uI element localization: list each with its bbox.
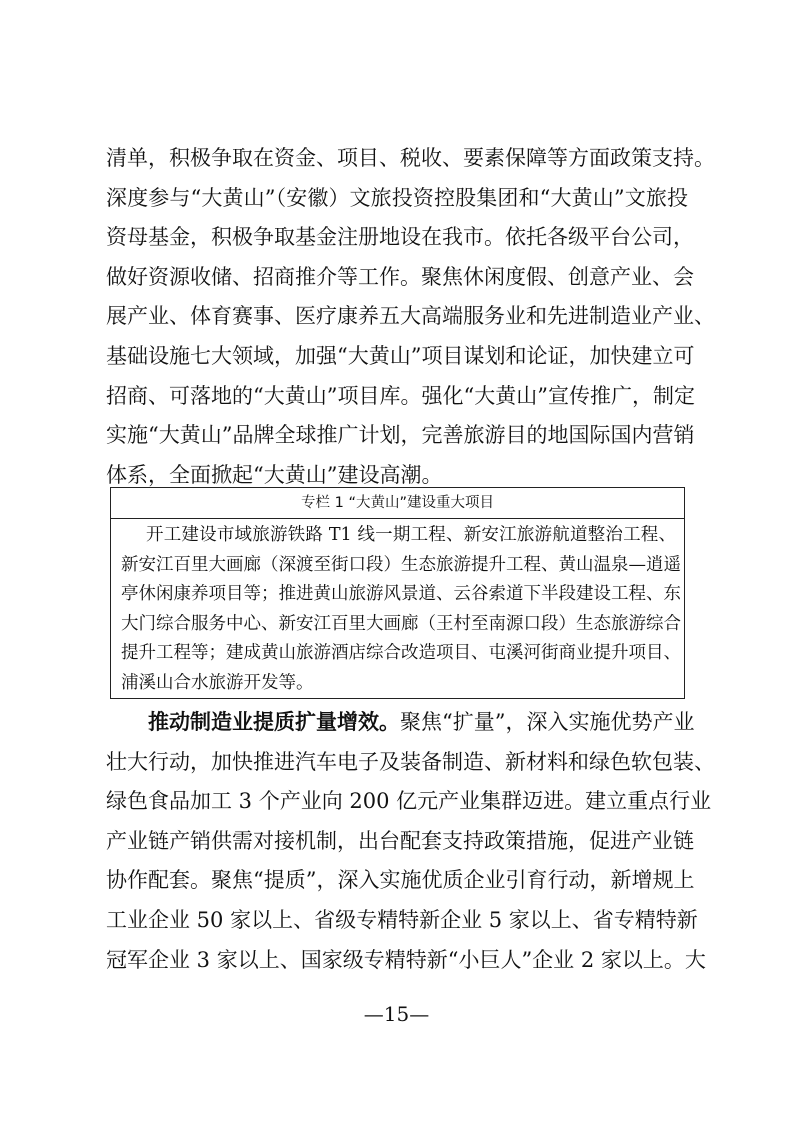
box-text-line: 大门综合服务中心、新安江百里大画廊（王村至南源口段）生态旅游综合 [121,613,681,634]
column-box-title: 专栏 1 “大黄山”建设重大项目 [111,488,684,519]
box-text-line: 亭休闲康养项目等；推进黄山旅游风景道、云谷索道下半段建设工程、东 [121,584,681,605]
text-line: 招商、可落地的“大黄山”项目库。强化“大黄山”宣传推广，制定 [106,383,695,408]
text-line: 绿色食品加工 3 个产业向 200 亿元产业集群迈进。建立重点行业 [106,789,712,814]
text-line [106,703,695,743]
page-number: —15— [363,1002,430,1026]
box-text-line: 提升工程等；建成黄山旅游酒店综合改造项目、屯溪河街商业提升项目、 [121,643,681,664]
text-line: 基础设施七大领域，加强“大黄山”项目谋划和论证，加快建立可 [106,343,695,368]
paragraph-lead-rest: 聚焦“扩量”，深入实施优势产业 [400,710,695,734]
text-line: 工业企业 50 家以上、省级专精特新企业 5 家以上、省专精特新 [106,907,698,932]
paragraph-lead: 推动制造业提质扩量增效。 [148,710,400,734]
box-text-line: 开工建设市域旅游铁路 T1 线一期工程、新安江旅游航道整治工程、 [146,525,676,545]
text-line: 体系，全面掀起“大黄山”建设高潮。 [106,462,443,487]
column-box-body [111,519,684,699]
text-line: 协作配套。聚焦“提质”，深入实施优质企业引育行动，新增规上 [106,868,695,893]
text-line: 冠军企业 3 家以上、国家级专精特新“小巨人”企业 2 家以上。大 [106,947,706,972]
body-paragraph [106,703,715,980]
text-line: 壮大行动，加快推进汽车电子及装备制造、新材料和绿色软包装、 [106,749,715,774]
text-line: 深度参与“大黄山”（安徽）文旅投资控股集团和“大黄山”文旅投 [106,185,688,210]
text-line: 做好资源收储、招商推介等工作。聚焦休闲度假、创意产业、会 [106,264,694,289]
box-text-line: 新安江百里大画廊（深渡至街口段）生态旅游提升工程、黄山温泉—逍遥 [121,554,681,575]
text-line: 展产业、体育赛事、医疗康养五大高端服务业和先进制造业产业、 [106,304,715,329]
text-line: 实施“大黄山”品牌全球推广计划，完善旅游目的地国际国内营销 [106,423,695,448]
body-paragraph [106,139,715,495]
box-text-line: 浦溪山合水旅游开发等。 [121,672,314,693]
text-line: 产业链产销供需对接机制，出台配套支持政策措施，促进产业链 [106,828,694,853]
text-line: 清单，积极争取在资金、项目、税收、要素保障等方面政策支持。 [106,146,715,170]
text-line: 资母基金，积极争取基金注册地设在我市。依托各级平台公司， [106,225,694,250]
column-box [110,487,685,699]
